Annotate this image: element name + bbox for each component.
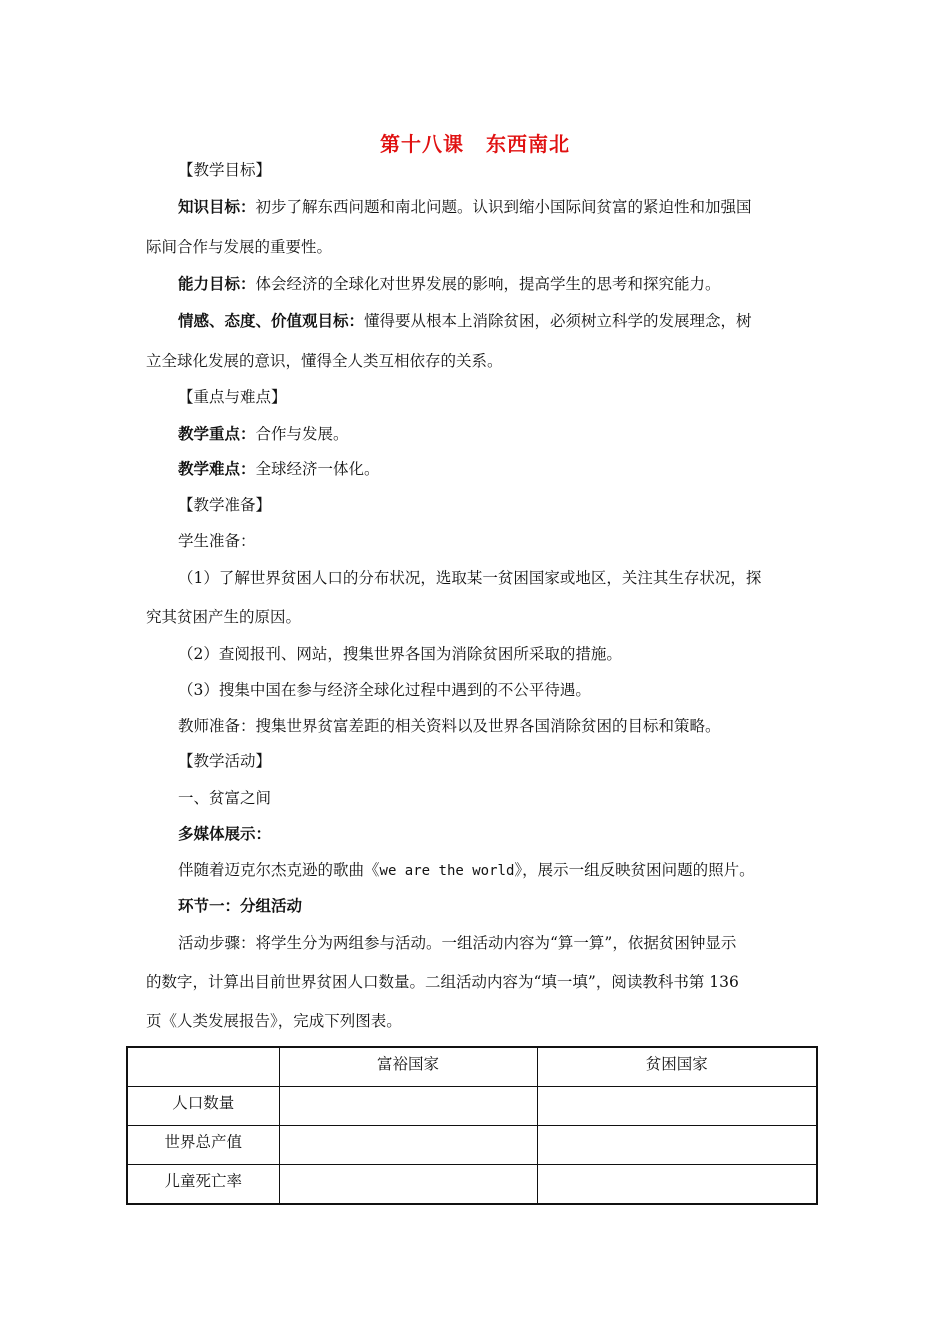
prep-item-1: （1）了解世界贫困人口的分布状况，选取某一贫困国家或地区，关注其生存状况，探: [178, 569, 762, 587]
section-heading-activity: 【教学活动】: [178, 752, 272, 770]
section-heading-key-points: 【重点与难点】: [178, 388, 287, 406]
table-row-label: 人口数量: [127, 1087, 279, 1126]
section-heading-preparation: 【教学准备】: [178, 496, 272, 514]
title-topic: 东西南北: [486, 132, 570, 156]
section-heading-goals: 【教学目标】: [178, 161, 272, 179]
activity-steps-continued-2: 页《人类发展报告》，完成下列图表。: [146, 1012, 402, 1030]
ability-goal-text: 体会经济的全球化对世界发展的影响，提高学生的思考和探究能力。: [255, 275, 721, 293]
knowledge-goal-continued: 际间合作与发展的重要性。: [146, 238, 333, 256]
key-point-label: 教学重点：: [178, 424, 256, 443]
difficult-point: [178, 459, 380, 479]
step-heading: 环节一：分组活动: [178, 896, 303, 915]
ability-goal: [178, 274, 721, 294]
knowledge-goal: [178, 197, 752, 217]
emotion-goal-text: 懂得要从根本上消除贫困，必须树立科学的发展理念，树: [364, 312, 752, 330]
knowledge-goal-label: 知识目标：: [178, 197, 256, 216]
activity-steps-continued-1: 的数字，计算出目前世界贫困人口数量。二组活动内容为“填一填”，阅读教科书第 136: [146, 973, 739, 991]
table-cell: [537, 1165, 817, 1205]
ability-goal-label: 能力目标：: [178, 274, 256, 293]
media-pre: 伴随着迈克尔杰克逊的歌曲《: [178, 861, 380, 879]
student-preparation-label: 学生准备：: [178, 532, 256, 550]
knowledge-goal-text: 初步了解东西问题和南北问题。认识到缩小国际间贫富的紧迫性和加强国: [255, 198, 752, 216]
key-point-text: 合作与发展。: [255, 425, 349, 443]
activity-steps: 活动步骤：将学生分为两组参与活动。一组活动内容为“算一算”，依据贫困钟显示: [178, 934, 737, 952]
emotion-goal-continued: 立全球化发展的意识，懂得全人类互相依存的关系。: [146, 352, 503, 370]
emotion-goal: [178, 311, 752, 331]
table-row: [127, 1165, 817, 1205]
table-cell: [279, 1126, 537, 1165]
prep-item-2: （2）查阅报刊、网站，搜集世界各国为消除贫困所采取的措施。: [178, 645, 622, 663]
table-cell: [279, 1087, 537, 1126]
table-header-cell: 富裕国家: [279, 1047, 537, 1087]
page-title: [0, 128, 950, 157]
teacher-preparation: 教师准备：搜集世界贫富差距的相关资料以及世界各国消除贫困的目标和策略。: [178, 717, 721, 735]
table-row-label: 世界总产值: [127, 1126, 279, 1165]
table-row: [127, 1126, 817, 1165]
media-description: [178, 860, 755, 881]
table-row-label: 儿童死亡率: [127, 1165, 279, 1205]
comparison-table: [126, 1046, 818, 1205]
difficult-point-text: 全球经济一体化。: [255, 460, 380, 478]
key-point: [178, 424, 349, 444]
table-header-row: [127, 1047, 817, 1087]
table-header-cell: [127, 1047, 279, 1087]
emotion-goal-label: 情感、态度、价值观目标：: [178, 311, 365, 330]
table-cell: [279, 1165, 537, 1205]
media-label: 多媒体展示：: [178, 824, 272, 843]
media-post: 》，展示一组反映贫困问题的照片。: [514, 861, 755, 879]
table-cell: [537, 1126, 817, 1165]
prep-item-1-continued: 究其贫困产生的原因。: [146, 608, 302, 626]
table-header-cell: 贫困国家: [537, 1047, 817, 1087]
prep-item-3: （3）搜集中国在参与经济全球化过程中遇到的不公平待遇。: [178, 681, 591, 699]
table-row: [127, 1087, 817, 1126]
table-cell: [537, 1087, 817, 1126]
part-heading: 一、贫富之间: [178, 789, 272, 807]
title-lesson: 第十八课: [380, 132, 464, 156]
song-title: we are the world: [379, 863, 515, 879]
difficult-point-label: 教学难点：: [178, 459, 256, 478]
